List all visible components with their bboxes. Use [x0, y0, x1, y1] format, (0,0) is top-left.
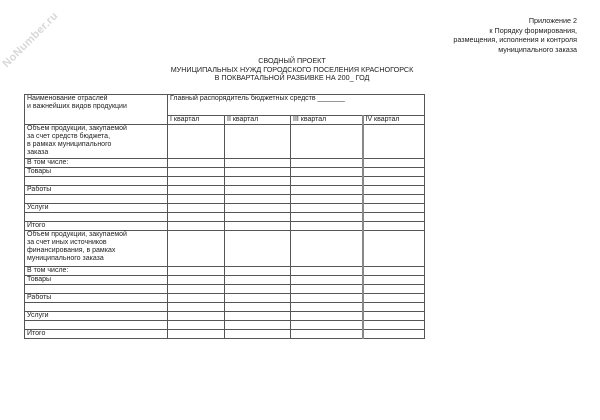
table-row	[25, 222, 425, 231]
row-label: Работы	[25, 294, 168, 303]
quarter-header: IV квартал	[363, 116, 425, 125]
watermark: NoNumber.ru	[0, 9, 61, 71]
title-line: СВОДНЫЙ ПРОЕКТ	[258, 56, 326, 65]
title-line: МУНИЦИПАЛЬНЫХ НУЖД ГОРОДСКОГО ПОСЕЛЕНИЯ КРАСНОГОРСК	[170, 64, 414, 74]
table-row	[25, 294, 425, 303]
table-row	[25, 159, 425, 168]
table-row	[25, 330, 425, 339]
group-header: Главный распорядитель бюджетных средств _______	[168, 95, 425, 116]
row-label: Услуги	[25, 312, 168, 321]
table-row	[25, 125, 425, 159]
row-label: Итого	[25, 330, 168, 339]
table-row	[25, 195, 425, 204]
appendix-note	[453, 16, 577, 54]
table-row	[25, 285, 425, 294]
table-row	[25, 303, 425, 312]
table-row	[25, 186, 425, 195]
quarter-header: I квартал	[168, 116, 225, 125]
appendix-line: размещения, исполнения и контроля	[453, 35, 577, 45]
document-title	[150, 57, 434, 83]
row-label: Итого	[25, 222, 168, 231]
appendix-line: Приложение 2	[528, 16, 577, 25]
quarter-header: III квартал	[291, 116, 363, 125]
row-label: Товары	[25, 276, 168, 285]
appendix-line: к Порядку формирования,	[489, 25, 577, 35]
table-row	[25, 177, 425, 186]
table-row	[25, 312, 425, 321]
col-header-name: Наименование отраслей и важнейших видов продукции	[25, 95, 168, 125]
table-row	[25, 168, 425, 177]
table-row	[25, 267, 425, 276]
table-row	[25, 204, 425, 213]
row-label: Работы	[25, 186, 168, 195]
table-row	[25, 213, 425, 222]
title-line: В ПОКВАРТАЛЬНОЙ РАЗБИВКЕ НА 200_ ГОД	[214, 73, 370, 83]
quarter-header: II квартал	[225, 116, 291, 125]
row-label: Товары	[25, 168, 168, 177]
row-label: Объем продукции, закупаемой за счет средств бюджета, в рамках муниципального заказа	[25, 125, 168, 159]
table-row	[25, 321, 425, 330]
row-label: В том числе:	[25, 267, 168, 276]
row-label: В том числе:	[25, 159, 168, 168]
summary-table	[24, 94, 425, 339]
row-label: Услуги	[25, 204, 168, 213]
table-row	[25, 276, 425, 285]
appendix-line: муниципального заказа	[498, 44, 577, 54]
table-row	[25, 231, 425, 267]
row-label: Объем продукции, закупаемой за счет иных источников финансирования, в рамках муниципального заказа	[25, 231, 168, 267]
